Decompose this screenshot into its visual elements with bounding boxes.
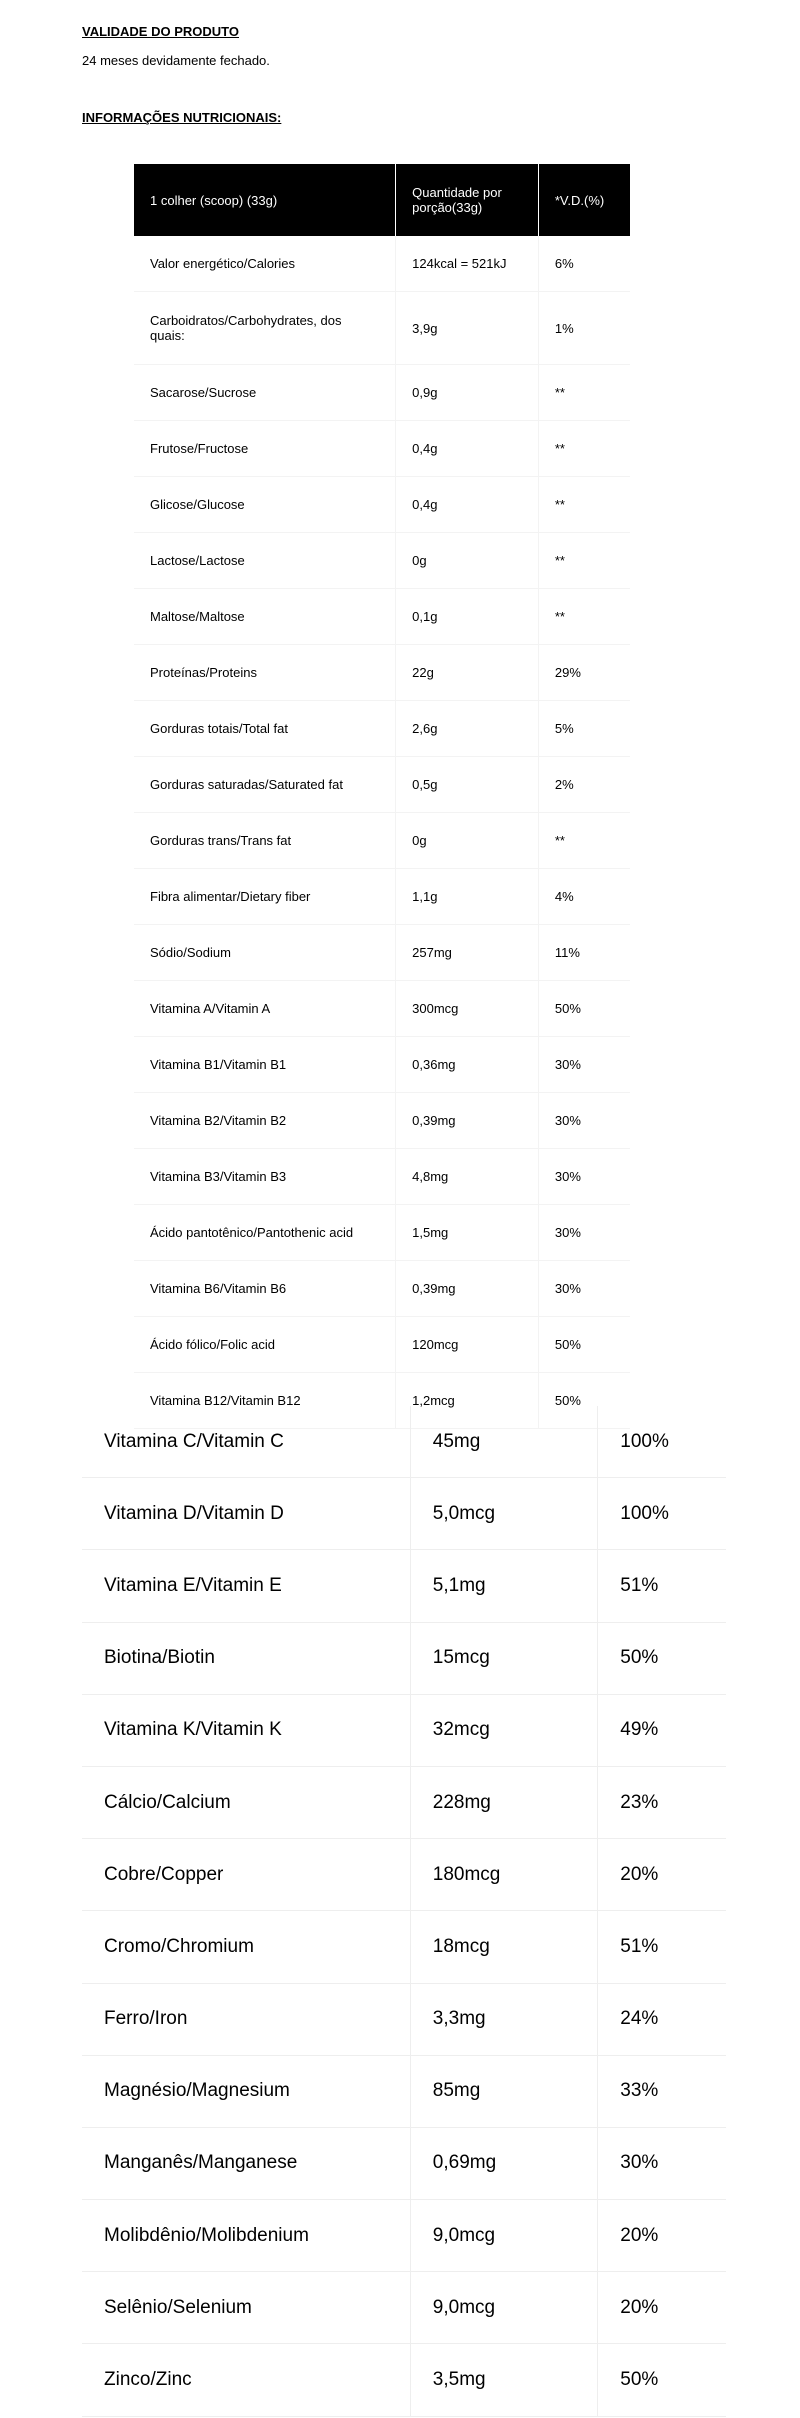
nutrient-amount: 5,0mcg	[410, 1478, 598, 1550]
nutrient-daily-value: **	[538, 813, 630, 869]
nutrient-amount: 5,1mg	[410, 1550, 598, 1622]
header-serving: 1 colher (scoop) (33g)	[134, 164, 396, 236]
nutrient-daily-value: 20%	[598, 2200, 726, 2272]
nutrient-name: Ácido fólico/Folic acid	[134, 1317, 396, 1373]
table-row	[134, 981, 630, 1037]
nutrient-name: Vitamina D/Vitamin D	[82, 1478, 410, 1550]
nutrition-table	[134, 164, 630, 1429]
nutrient-amount: 0,9g	[396, 365, 539, 421]
nutrient-name: Ferro/Iron	[82, 1983, 410, 2055]
nutrient-amount: 300mcg	[396, 981, 539, 1037]
nutrient-name: Sacarose/Sucrose	[134, 365, 396, 421]
nutrient-daily-value: 1%	[538, 292, 630, 365]
nutrient-name: Gorduras trans/Trans fat	[134, 813, 396, 869]
nutrient-daily-value: 5%	[538, 701, 630, 757]
table-row	[134, 701, 630, 757]
nutrient-daily-value: **	[538, 533, 630, 589]
table-row	[134, 1093, 630, 1149]
table-row	[82, 1622, 726, 1694]
table-row	[82, 1766, 726, 1838]
nutrient-amount: 3,5mg	[410, 2344, 598, 2416]
nutrient-name: Maltose/Maltose	[134, 589, 396, 645]
nutrient-name: Magnésio/Magnesium	[82, 2055, 410, 2127]
nutrient-daily-value: 6%	[538, 236, 630, 292]
table-row	[134, 1149, 630, 1205]
nutrient-daily-value: 30%	[538, 1261, 630, 1317]
table-row	[134, 533, 630, 589]
table-row	[82, 2127, 726, 2199]
nutrient-amount: 228mg	[410, 1766, 598, 1838]
nutrient-amount: 0g	[396, 813, 539, 869]
nutrition-table-continued	[82, 1406, 726, 2417]
nutrient-name: Selênio/Selenium	[82, 2272, 410, 2344]
nutrient-amount: 1,2mcg	[396, 1373, 539, 1429]
table-row	[134, 236, 630, 292]
nutrient-amount: 1,1g	[396, 869, 539, 925]
nutrition-table-body	[134, 236, 630, 1429]
nutrient-name: Vitamina B1/Vitamin B1	[134, 1037, 396, 1093]
table-row	[82, 1911, 726, 1983]
table-row	[134, 1261, 630, 1317]
nutrient-name: Cromo/Chromium	[82, 1911, 410, 1983]
nutrient-amount: 120mcg	[396, 1317, 539, 1373]
nutrient-daily-value: 30%	[598, 2127, 726, 2199]
nutrient-name: Vitamina B12/Vitamin B12	[134, 1373, 396, 1429]
nutrient-daily-value: 50%	[538, 1373, 630, 1429]
nutrient-amount: 0,36mg	[396, 1037, 539, 1093]
nutrient-daily-value: 11%	[538, 925, 630, 981]
header-daily-value: *V.D.(%)	[538, 164, 630, 236]
nutrient-name: Vitamina B2/Vitamin B2	[134, 1093, 396, 1149]
nutrient-amount: 45mg	[410, 1406, 598, 1478]
table-row	[82, 1550, 726, 1622]
nutrient-name: Vitamina A/Vitamin A	[134, 981, 396, 1037]
nutrient-amount: 15mcg	[410, 1622, 598, 1694]
nutrient-name: Proteínas/Proteins	[134, 645, 396, 701]
nutrient-name: Valor energético/Calories	[134, 236, 396, 292]
nutrient-name: Frutose/Fructose	[134, 421, 396, 477]
nutrient-name: Carboidratos/Carbohydrates, dos quais:	[134, 292, 396, 365]
nutrient-daily-value: 33%	[598, 2055, 726, 2127]
nutrient-amount: 0,4g	[396, 421, 539, 477]
nutrient-name: Gorduras saturadas/Saturated fat	[134, 757, 396, 813]
nutrient-daily-value: **	[538, 589, 630, 645]
nutrient-amount: 22g	[396, 645, 539, 701]
table-row	[134, 757, 630, 813]
nutrient-name: Vitamina K/Vitamin K	[82, 1694, 410, 1766]
nutrient-amount: 9,0mcg	[410, 2200, 598, 2272]
table-row	[134, 1317, 630, 1373]
nutrient-name: Molibdênio/Molibdenium	[82, 2200, 410, 2272]
validity-heading: VALIDADE DO PRODUTO	[82, 24, 239, 39]
nutrient-daily-value: 30%	[538, 1149, 630, 1205]
nutrition-heading: INFORMAÇÕES NUTRICIONAIS:	[82, 110, 282, 125]
nutrient-amount: 0,39mg	[396, 1261, 539, 1317]
nutrient-name: Ácido pantotênico/Pantothenic acid	[134, 1205, 396, 1261]
nutrient-name: Vitamina E/Vitamin E	[82, 1550, 410, 1622]
table-row	[82, 1694, 726, 1766]
nutrient-name: Cobre/Copper	[82, 1839, 410, 1911]
table-row	[82, 1983, 726, 2055]
nutrient-amount: 1,5mg	[396, 1205, 539, 1261]
nutrient-amount: 0,39mg	[396, 1093, 539, 1149]
nutrient-daily-value: 50%	[598, 1622, 726, 1694]
nutrient-daily-value: 20%	[598, 1839, 726, 1911]
nutrient-name: Sódio/Sodium	[134, 925, 396, 981]
header-amount: Quantidade por porção(33g)	[396, 164, 539, 236]
nutrient-daily-value: 30%	[538, 1093, 630, 1149]
nutrient-name: Vitamina C/Vitamin C	[82, 1406, 410, 1478]
table-row	[134, 589, 630, 645]
nutrient-amount: 3,3mg	[410, 1983, 598, 2055]
nutrient-amount: 257mg	[396, 925, 539, 981]
nutrient-daily-value: **	[538, 421, 630, 477]
nutrient-amount: 0,5g	[396, 757, 539, 813]
nutrient-daily-value: 100%	[598, 1478, 726, 1550]
nutrient-amount: 124kcal = 521kJ	[396, 236, 539, 292]
nutrient-daily-value: 50%	[538, 1317, 630, 1373]
nutrient-amount: 9,0mcg	[410, 2272, 598, 2344]
nutrient-name: Zinco/Zinc	[82, 2344, 410, 2416]
nutrient-daily-value: **	[538, 365, 630, 421]
table-row	[82, 1478, 726, 1550]
table-row	[134, 645, 630, 701]
nutrient-daily-value: 2%	[538, 757, 630, 813]
nutrient-name: Gorduras totais/Total fat	[134, 701, 396, 757]
table-row	[134, 925, 630, 981]
table-row	[134, 1205, 630, 1261]
nutrient-name: Biotina/Biotin	[82, 1622, 410, 1694]
nutrient-amount: 0,1g	[396, 589, 539, 645]
nutrient-amount: 18mcg	[410, 1911, 598, 1983]
nutrient-amount: 0,4g	[396, 477, 539, 533]
nutrient-amount: 3,9g	[396, 292, 539, 365]
table-row	[134, 365, 630, 421]
nutrient-amount: 0,69mg	[410, 2127, 598, 2199]
table-row	[134, 421, 630, 477]
table-row	[82, 2055, 726, 2127]
table-row	[134, 1037, 630, 1093]
table-row	[134, 292, 630, 365]
nutrient-name: Cálcio/Calcium	[82, 1766, 410, 1838]
nutrient-daily-value: 24%	[598, 1983, 726, 2055]
nutrient-daily-value: 51%	[598, 1550, 726, 1622]
nutrient-daily-value: 50%	[598, 2344, 726, 2416]
nutrient-daily-value: **	[538, 477, 630, 533]
nutrient-amount: 4,8mg	[396, 1149, 539, 1205]
table-row	[82, 2272, 726, 2344]
nutrient-name: Vitamina B3/Vitamin B3	[134, 1149, 396, 1205]
table-row	[134, 869, 630, 925]
table-row	[134, 477, 630, 533]
table-row	[82, 1406, 726, 1478]
table-row	[82, 2200, 726, 2272]
nutrient-daily-value: 49%	[598, 1694, 726, 1766]
nutrient-name: Fibra alimentar/Dietary fiber	[134, 869, 396, 925]
nutrition-table-continued-body	[82, 1406, 726, 2416]
nutrient-amount: 0g	[396, 533, 539, 589]
table-row	[82, 1839, 726, 1911]
nutrient-amount: 32mcg	[410, 1694, 598, 1766]
nutrient-daily-value: 100%	[598, 1406, 726, 1478]
nutrient-daily-value: 29%	[538, 645, 630, 701]
nutrient-name: Vitamina B6/Vitamin B6	[134, 1261, 396, 1317]
nutrition-table-header	[134, 164, 630, 236]
nutrient-daily-value: 4%	[538, 869, 630, 925]
nutrient-amount: 85mg	[410, 2055, 598, 2127]
nutrient-amount: 2,6g	[396, 701, 539, 757]
nutrient-daily-value: 23%	[598, 1766, 726, 1838]
nutrient-daily-value: 20%	[598, 2272, 726, 2344]
nutrient-daily-value: 30%	[538, 1205, 630, 1261]
validity-text: 24 meses devidamente fechado.	[82, 53, 270, 68]
nutrient-amount: 180mcg	[410, 1839, 598, 1911]
nutrient-name: Manganês/Manganese	[82, 2127, 410, 2199]
nutrient-name: Glicose/Glucose	[134, 477, 396, 533]
nutrient-name: Lactose/Lactose	[134, 533, 396, 589]
table-row	[82, 2344, 726, 2416]
nutrient-daily-value: 51%	[598, 1911, 726, 1983]
table-row	[134, 813, 630, 869]
nutrient-daily-value: 50%	[538, 981, 630, 1037]
nutrient-daily-value: 30%	[538, 1037, 630, 1093]
